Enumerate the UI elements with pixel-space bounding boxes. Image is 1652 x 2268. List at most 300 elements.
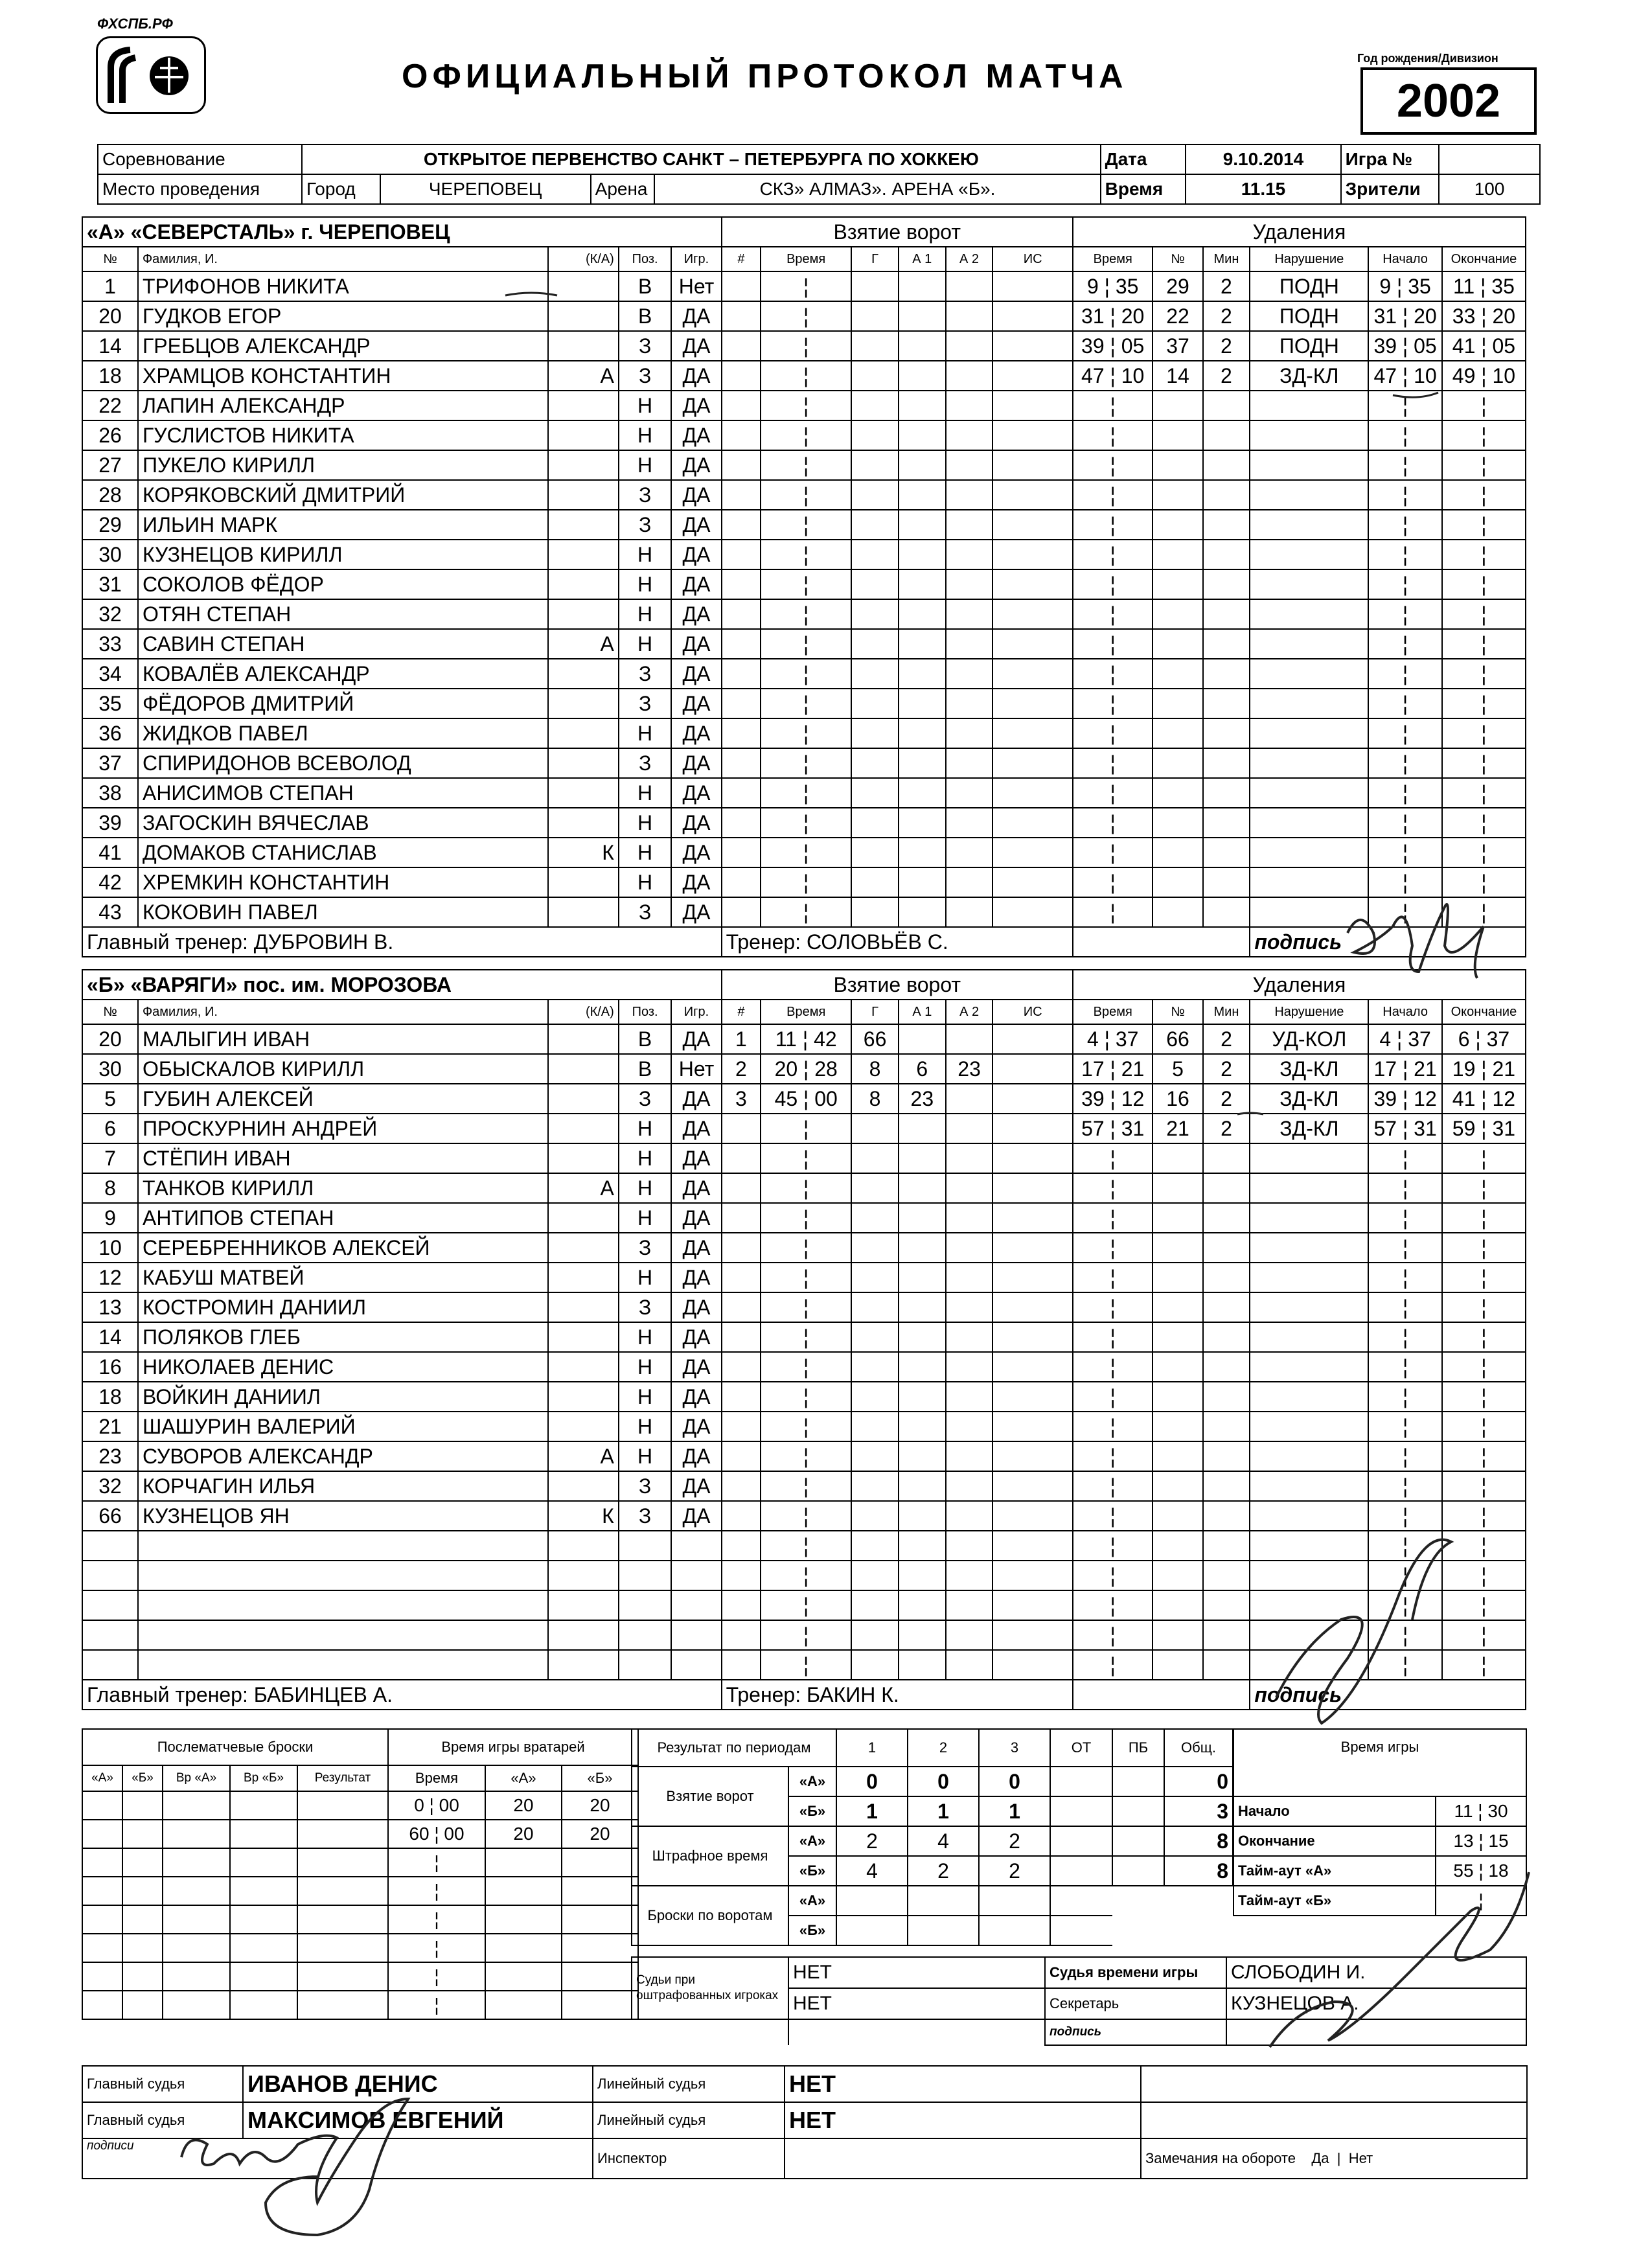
penalty-player: 29 [1153, 271, 1202, 301]
player-position: Н [619, 1114, 672, 1143]
player-number: 18 [82, 361, 138, 391]
team_b-goal-col-time: Время [761, 1000, 851, 1024]
player-position: Н [619, 629, 672, 659]
player-played: ДА [671, 1233, 721, 1263]
referee-2-value: МАКСИМОВ ЕВГЕНИЙ [243, 2102, 593, 2138]
pim-team-b-label: «Б» [788, 1856, 836, 1886]
penalty-end: 59 ¦ 31 [1442, 1114, 1526, 1143]
team_b-goals-title: Взятие ворот [722, 970, 1073, 1000]
team_a-goal-col-a2: А 2 [946, 247, 993, 271]
pim-b-total: 8 [1164, 1856, 1233, 1886]
penalty-end: 41 ¦ 05 [1442, 331, 1526, 361]
inspector-label: Инспектор [593, 2138, 785, 2179]
linesman-2-value: НЕТ [785, 2102, 1141, 2138]
player-position: З [619, 748, 672, 778]
penalty-violation: ПОДН [1250, 271, 1368, 301]
date-value: 9.10.2014 [1186, 144, 1340, 174]
goal-time: 45 ¦ 00 [761, 1084, 851, 1114]
goals-team-a-label: «А» [788, 1767, 836, 1796]
player-number: 8 [82, 1173, 138, 1203]
player-number: 20 [82, 1024, 138, 1054]
goals-b-p1: 1 [836, 1796, 908, 1826]
penalty-start: 9 ¦ 35 [1368, 271, 1442, 301]
player-number: 22 [82, 391, 138, 420]
game-time-title: Время игры [1233, 1729, 1526, 1796]
penalty-start: 39 ¦ 12 [1368, 1084, 1442, 1114]
team_a-row: 38 АНИСИМОВ СТЕПАН Н ДА ¦ ¦ ¦ ¦ [82, 778, 1526, 808]
remarks-cell: Замечания на обороте Да | Нет [1141, 2138, 1527, 2179]
player-played: ДА [671, 808, 721, 838]
player-number: 39 [82, 808, 138, 838]
player-name: АНТИПОВ СТЕПАН [138, 1203, 548, 1233]
player-number: 43 [82, 897, 138, 927]
team_a-pen-col-num: № [1153, 247, 1202, 271]
player-played: ДА [671, 1203, 721, 1233]
timeout-b-value: ¦ [1436, 1886, 1526, 1916]
player-role: К [548, 1501, 619, 1531]
goals-team-b-label: «Б» [788, 1796, 836, 1826]
team_a-pen-col-time: Время [1073, 247, 1153, 271]
team_b-sign-label: подпись [1250, 1680, 1526, 1710]
linesman-1-label: Линейный судья [593, 2066, 785, 2102]
player-number: 7 [82, 1143, 138, 1173]
player-name: НИКОЛАЕВ ДЕНИС [138, 1352, 548, 1382]
team_b-goal-col-n: # [722, 1000, 761, 1024]
team_b-row: 16 НИКОЛАЕВ ДЕНИС Н ДА ¦ ¦ ¦ ¦ [82, 1352, 1526, 1382]
secretary-value: КУЗНЕЦОВ А. [1226, 1988, 1526, 2019]
penalty-start: 31 ¦ 20 [1368, 301, 1442, 331]
player-number: 41 [82, 838, 138, 867]
player-role: А [548, 361, 619, 391]
goal-scorer: 8 [851, 1084, 899, 1114]
goalie-a-2: 20 [485, 1820, 562, 1848]
team_a-row: 14 ГРЕБЦОВ АЛЕКСАНДР З ДА ¦ 39 ¦ 05 37 2 ПОДН 39 ¦ 05 41 ¦ 05 [82, 331, 1526, 361]
player-played: ДА [671, 510, 721, 540]
goalie-b-1: 20 [562, 1791, 638, 1820]
player-position: Н [619, 1412, 672, 1441]
player-played: ДА [671, 659, 721, 689]
player-played: ДА [671, 361, 721, 391]
penalty-end: 33 ¦ 20 [1442, 301, 1526, 331]
player-played: ДА [671, 480, 721, 510]
player-played: ДА [671, 1441, 721, 1471]
penalty-end: 11 ¦ 35 [1442, 271, 1526, 301]
team_a-head-coach: Главный тренер: ДУБРОВИН В. [82, 927, 722, 957]
team_b-row: 13 КОСТРОМИН ДАНИИЛ З ДА ¦ ¦ ¦ ¦ [82, 1292, 1526, 1322]
player-position: З [619, 480, 672, 510]
player-name: СПИРИДОНОВ ВСЕВОЛОД [138, 748, 548, 778]
player-played: ДА [671, 1263, 721, 1292]
player-played: ДА [671, 689, 721, 718]
period-col-total: Общ. [1164, 1729, 1233, 1767]
goals-row-label: Взятие ворот [632, 1767, 788, 1826]
penalty-player: 5 [1153, 1054, 1202, 1084]
team_b-title: «Б» «ВАРЯГИ» пос. им. МОРОЗОВА [82, 970, 722, 1000]
penalty-time: 57 ¦ 31 [1073, 1114, 1153, 1143]
place-label: Место проведения [98, 174, 302, 204]
goals-a-total: 0 [1164, 1767, 1233, 1796]
player-played: ДА [671, 897, 721, 927]
team_a-goal-col-is: ИС [992, 247, 1073, 271]
team_a-row: 34 КОВАЛЁВ АЛЕКСАНДР З ДА ¦ ¦ ¦ ¦ [82, 659, 1526, 689]
player-name: САВИН СТЕПАН [138, 629, 548, 659]
team_b-pen-col-num: № [1153, 1000, 1202, 1024]
player-played: ДА [671, 391, 721, 420]
player-played: ДА [671, 1501, 721, 1531]
player-number: 66 [82, 1501, 138, 1531]
goalie-time-1: 0 ¦ 00 [388, 1791, 485, 1820]
player-number: 14 [82, 331, 138, 361]
player-position: З [619, 1471, 672, 1501]
team_a-coach: Тренер: СОЛОВЬЁВ С. [722, 927, 1073, 957]
period-col-3: 3 [979, 1729, 1050, 1767]
pim-a-p3: 2 [979, 1826, 1050, 1856]
player-number: 13 [82, 1292, 138, 1322]
player-position: Н [619, 718, 672, 748]
player-name: ХРЕМКИН КОНСТАНТИН [138, 867, 548, 897]
penalty-violation: ЗД-КЛ [1250, 1084, 1368, 1114]
team_a-row: 28 КОРЯКОВСКИЙ ДМИТРИЙ З ДА ¦ ¦ ¦ ¦ [82, 480, 1526, 510]
penalty-player: 66 [1153, 1024, 1202, 1054]
start-time-value: 11.15 [1186, 174, 1340, 204]
goal-assist-1: 23 [899, 1084, 946, 1114]
team_b-goal-col-is: ИС [992, 1000, 1073, 1024]
player-name: ОТЯН СТЕПАН [138, 599, 548, 629]
player-position: Н [619, 867, 672, 897]
player-played: Нет [671, 1054, 721, 1084]
pim-row-label: Штрафное время [632, 1826, 788, 1886]
player-name: КАБУШ МАТВЕЙ [138, 1263, 548, 1292]
division-label: Год рождения/Дивизион [1357, 52, 1498, 65]
player-position: З [619, 1292, 672, 1322]
page-title: ОФИЦИАЛЬНЫЙ ПРОТОКОЛ МАТЧА [402, 58, 1128, 95]
player-name: ИЛЬИН МАРК [138, 510, 548, 540]
team_b-row: ¦ ¦ ¦ ¦ [82, 1650, 1526, 1680]
site-label: ФХСПБ.РФ [97, 16, 173, 32]
penalty-minutes: 2 [1203, 1054, 1250, 1084]
goal-number: 3 [722, 1084, 761, 1114]
goals-a-p3: 0 [979, 1767, 1050, 1796]
player-played: ДА [671, 1412, 721, 1441]
shootout-goalie-table: Послематчевые броски Время игры вратарей «А» «Б» Вр «А» Вр «Б» Результат Время «А» «Б» 0 ¦ 00 20 20 60 ¦ 00 20 20 ¦ ¦ ¦ ¦ ¦ ¦ [82, 1728, 639, 2020]
player-position: Н [619, 778, 672, 808]
shots-team-a-label: «А» [788, 1886, 836, 1916]
player-number: 14 [82, 1322, 138, 1352]
shootout-col-time-a: Вр «А» [163, 1765, 230, 1791]
team_b-col-ka: (К/А) [548, 1000, 619, 1024]
player-name: ФЁДОРОВ ДМИТРИЙ [138, 689, 548, 718]
player-played: ДА [671, 718, 721, 748]
player-position: В [619, 301, 672, 331]
team_b-row: 14 ПОЛЯКОВ ГЛЕБ Н ДА ¦ ¦ ¦ ¦ [82, 1322, 1526, 1352]
team_a-row: 33 САВИН СТЕПАН А Н ДА ¦ ¦ ¦ ¦ [82, 629, 1526, 659]
team_b-coach: Тренер: БАКИН К. [722, 1680, 1073, 1710]
team_b-col-pos: Поз. [619, 1000, 672, 1024]
penalty-time: 39 ¦ 12 [1073, 1084, 1153, 1114]
pim-b-p1: 4 [836, 1856, 908, 1886]
goal-scorer: 8 [851, 1054, 899, 1084]
player-number: 20 [82, 301, 138, 331]
team_b-goal-col-a2: А 2 [946, 1000, 993, 1024]
penalty-start: 17 ¦ 21 [1368, 1054, 1442, 1084]
player-position: Н [619, 1441, 672, 1471]
player-played: ДА [671, 1143, 721, 1173]
penalty-violation: ЗД-КЛ [1250, 1054, 1368, 1084]
player-position: З [619, 897, 672, 927]
team_b-row: 21 ШАШУРИН ВАЛЕРИЙ Н ДА ¦ ¦ ¦ ¦ [82, 1412, 1526, 1441]
goalie-time-title: Время игры вратарей [388, 1729, 638, 1765]
player-number: 33 [82, 629, 138, 659]
player-played: ДА [671, 1292, 721, 1322]
team_a-row: 20 ГУДКОВ ЕГОР В ДА ¦ 31 ¦ 20 22 2 ПОДН 31 ¦ 20 33 ¦ 20 [82, 301, 1526, 331]
penalty-start: 57 ¦ 31 [1368, 1114, 1442, 1143]
player-number: 10 [82, 1233, 138, 1263]
shots-team-b-label: «Б» [788, 1916, 836, 1945]
player-number: 12 [82, 1263, 138, 1292]
player-name: ТРИФОНОВ НИКИТА [138, 271, 548, 301]
player-played: ДА [671, 778, 721, 808]
goal-scorer: 66 [851, 1024, 899, 1054]
penalty-minutes: 2 [1203, 361, 1250, 391]
team_b-row: 18 ВОЙКИН ДАНИИЛ Н ДА ¦ ¦ ¦ ¦ [82, 1382, 1526, 1412]
period-col-2: 2 [908, 1729, 979, 1767]
date-label: Дата [1101, 144, 1186, 174]
player-position: З [619, 659, 672, 689]
player-number: 1 [82, 271, 138, 301]
player-name: ПУКЕЛО КИРИЛЛ [138, 450, 548, 480]
team_a-goal-col-n: # [722, 247, 761, 271]
team_a-pen-col-end: Окончание [1442, 247, 1526, 271]
player-name: СТЁПИН ИВАН [138, 1143, 548, 1173]
pim-b-p3: 2 [979, 1856, 1050, 1886]
arena-value: СКЗ» АЛМАЗ». АРЕНА «Б». [654, 174, 1100, 204]
team_a-row: 37 СПИРИДОНОВ ВСЕВОЛОД З ДА ¦ ¦ ¦ ¦ [82, 748, 1526, 778]
penalty-minutes: 2 [1203, 1024, 1250, 1054]
player-played: ДА [671, 1382, 721, 1412]
player-number: 18 [82, 1382, 138, 1412]
player-number: 31 [82, 569, 138, 599]
game-end-value: 13 ¦ 15 [1436, 1826, 1526, 1856]
player-role: А [548, 1441, 619, 1471]
player-position: Н [619, 1322, 672, 1352]
player-name: ХРАМЦОВ КОНСТАНТИН [138, 361, 548, 391]
team_a-row: 18 ХРАМЦОВ КОНСТАНТИН А З ДА ¦ 47 ¦ 10 14 2 ЗД-КЛ 47 ¦ 10 49 ¦ 10 [82, 361, 1526, 391]
player-position: Н [619, 391, 672, 420]
game-start-label: Начало [1233, 1796, 1436, 1826]
team_b-row: 23 СУВОРОВ АЛЕКСАНДР А Н ДА ¦ ¦ ¦ ¦ [82, 1441, 1526, 1471]
player-played: ДА [671, 420, 721, 450]
penalty-player: 16 [1153, 1084, 1202, 1114]
timeout-a-label: Тайм-аут «А» [1233, 1856, 1436, 1886]
team_b-penalties-title: Удаления [1073, 970, 1526, 1000]
player-position: Н [619, 569, 672, 599]
spectators-value: 100 [1439, 174, 1540, 204]
player-played: ДА [671, 748, 721, 778]
team_b-pen-col-time: Время [1073, 1000, 1153, 1024]
team_b-row: 6 ПРОСКУРНИН АНДРЕЙ Н ДА ¦ 57 ¦ 31 21 2 ЗД-КЛ 57 ¦ 31 59 ¦ 31 [82, 1114, 1526, 1143]
player-name: ШАШУРИН ВАЛЕРИЙ [138, 1412, 548, 1441]
player-name: КУЗНЕЦОВ КИРИЛЛ [138, 540, 548, 569]
player-number: 29 [82, 510, 138, 540]
player-role: К [548, 838, 619, 867]
player-position: З [619, 1084, 672, 1114]
player-position: Н [619, 1173, 672, 1203]
player-played: ДА [671, 1173, 721, 1203]
team_b-row: 9 АНТИПОВ СТЕПАН Н ДА ¦ ¦ ¦ ¦ [82, 1203, 1526, 1233]
player-position: Н [619, 1382, 672, 1412]
player-position: З [619, 1501, 672, 1531]
player-played: ДА [671, 629, 721, 659]
team_a-row: 41 ДОМАКОВ СТАНИСЛАВ К Н ДА ¦ ¦ ¦ ¦ [82, 838, 1526, 867]
penalty-player: 37 [1153, 331, 1202, 361]
player-name: КОРЧАГИН ИЛЬЯ [138, 1471, 548, 1501]
shootout-col-time-b: Вр «Б» [230, 1765, 297, 1791]
team_a-row: 36 ЖИДКОВ ПАВЕЛ Н ДА ¦ ¦ ¦ ¦ [82, 718, 1526, 748]
player-name: ПРОСКУРНИН АНДРЕЙ [138, 1114, 548, 1143]
signatures-label: подписи [82, 2138, 593, 2179]
player-name: КУЗНЕЦОВ ЯН [138, 1501, 548, 1531]
goal-number: 2 [722, 1054, 761, 1084]
secretary-label: Секретарь [1045, 1988, 1226, 2019]
division-value: 2002 [1360, 67, 1537, 135]
player-name: СУВОРОВ АЛЕКСАНДР [138, 1441, 548, 1471]
player-position: Н [619, 808, 672, 838]
goals-b-p2: 1 [908, 1796, 979, 1826]
penalty-end: 41 ¦ 12 [1442, 1084, 1526, 1114]
spectators-label: Зрители [1341, 174, 1439, 204]
team_b-pen-col-end: Окончание [1442, 1000, 1526, 1024]
player-number: 30 [82, 1054, 138, 1084]
player-name: КОСТРОМИН ДАНИИЛ [138, 1292, 548, 1322]
goals-a-p1: 0 [836, 1767, 908, 1796]
player-number: 42 [82, 867, 138, 897]
penalty-end: 6 ¦ 37 [1442, 1024, 1526, 1054]
player-number: 37 [82, 748, 138, 778]
pim-b-p2: 2 [908, 1856, 979, 1886]
timeout-a-value: 55 ¦ 18 [1436, 1856, 1526, 1886]
penalty-time: 47 ¦ 10 [1073, 361, 1153, 391]
player-number: 34 [82, 659, 138, 689]
team_a-penalties-title: Удаления [1073, 217, 1526, 247]
team_a-title: «А» «СЕВЕРСТАЛЬ» г. ЧЕРЕПОВЕЦ [82, 217, 722, 247]
player-number: 6 [82, 1114, 138, 1143]
remarks-no: Нет [1348, 2150, 1373, 2166]
penalty-start: 47 ¦ 10 [1368, 361, 1442, 391]
pim-team-a-label: «А» [788, 1826, 836, 1856]
penalty-end: 49 ¦ 10 [1442, 361, 1526, 391]
team_b-pen-col-violation: Нарушение [1250, 1000, 1368, 1024]
player-name: ВОЙКИН ДАНИИЛ [138, 1382, 548, 1412]
penalty-violation: ПОДН [1250, 331, 1368, 361]
penalty-judges-label: Судьи при оштрафованных игроках [632, 1957, 788, 2019]
player-position: З [619, 361, 672, 391]
player-position: Н [619, 1203, 672, 1233]
player-played: ДА [671, 301, 721, 331]
player-position: В [619, 1054, 672, 1084]
penalty-time: 17 ¦ 21 [1073, 1054, 1153, 1084]
goal-assist-2: 23 [946, 1054, 993, 1084]
player-name: ГУБИН АЛЕКСЕЙ [138, 1084, 548, 1114]
player-played: ДА [671, 1084, 721, 1114]
penalty-violation: ЗД-КЛ [1250, 1114, 1368, 1143]
start-time-label: Время [1101, 174, 1186, 204]
goalie-time-2: 60 ¦ 00 [388, 1820, 485, 1848]
team_b-pen-col-min: Мин [1203, 1000, 1250, 1024]
team_a-goal-col-a1: А 1 [899, 247, 946, 271]
team_a-col-ka: (К/А) [548, 247, 619, 271]
team_b-row: 7 СТЁПИН ИВАН Н ДА ¦ ¦ ¦ ¦ [82, 1143, 1526, 1173]
team_b-row: ¦ ¦ ¦ ¦ [82, 1590, 1526, 1620]
period-col-1: 1 [836, 1729, 908, 1767]
goal-assist-1: 6 [899, 1054, 946, 1084]
referee-2-label: Главный судья [82, 2102, 243, 2138]
player-played: ДА [671, 1352, 721, 1382]
player-played: ДА [671, 450, 721, 480]
team_b-row: 10 СЕРЕБРЕННИКОВ АЛЕКСЕЙ З ДА ¦ ¦ ¦ ¦ [82, 1233, 1526, 1263]
player-position: Н [619, 1143, 672, 1173]
shots-row-label: Броски по воротам [632, 1886, 788, 1945]
timeout-b-label: Тайм-аут «Б» [1233, 1886, 1436, 1916]
linesman-1-value: НЕТ [785, 2066, 1141, 2102]
penalty-player: 14 [1153, 361, 1202, 391]
referee-1-label: Главный судья [82, 2066, 243, 2102]
player-number: 28 [82, 480, 138, 510]
player-played: ДА [671, 867, 721, 897]
player-role: А [548, 629, 619, 659]
penalty-minutes: 2 [1203, 1114, 1250, 1143]
city-label: Город [302, 174, 380, 204]
penalty-time: 31 ¦ 20 [1073, 301, 1153, 331]
goalie-a-1: 20 [485, 1791, 562, 1820]
team_b-row: ¦ ¦ ¦ ¦ [82, 1531, 1526, 1561]
competition-label: Соревнование [98, 144, 302, 174]
referee-1-value: ИВАНОВ ДЕНИС [243, 2066, 593, 2102]
timekeeper-value: СЛОБОДИН И. [1226, 1957, 1526, 1988]
penalty-judge-2: НЕТ [788, 1988, 1045, 2019]
shootout-col-result: Результат [297, 1765, 388, 1791]
pim-a-p1: 2 [836, 1826, 908, 1856]
team_a-pen-col-start: Начало [1368, 247, 1442, 271]
penalty-start: 4 ¦ 37 [1368, 1024, 1442, 1054]
officials-sign-label: подпись [1045, 2019, 1226, 2045]
player-number: 5 [82, 1084, 138, 1114]
team_b-row: 8 ТАНКОВ КИРИЛЛ А Н ДА ¦ ¦ ¦ ¦ [82, 1173, 1526, 1203]
team_b-row: 66 КУЗНЕЦОВ ЯН К З ДА ¦ ¦ ¦ ¦ [82, 1501, 1526, 1531]
team_a-row: 27 ПУКЕЛО КИРИЛЛ Н ДА ¦ ¦ ¦ ¦ [82, 450, 1526, 480]
penalty-minutes: 2 [1203, 271, 1250, 301]
player-number: 16 [82, 1352, 138, 1382]
player-name: ЛАПИН АЛЕКСАНДР [138, 391, 548, 420]
player-position: Н [619, 450, 672, 480]
player-played: ДА [671, 1024, 721, 1054]
team_a-row: 30 КУЗНЕЦОВ КИРИЛЛ Н ДА ¦ ¦ ¦ ¦ [82, 540, 1526, 569]
penalty-minutes: 2 [1203, 301, 1250, 331]
player-name: ПОЛЯКОВ ГЛЕБ [138, 1322, 548, 1352]
team_b-row: ¦ ¦ ¦ ¦ [82, 1620, 1526, 1650]
penalty-time: 4 ¦ 37 [1073, 1024, 1153, 1054]
team_b-goal-col-g: Г [851, 1000, 899, 1024]
player-name: ЖИДКОВ ПАВЕЛ [138, 718, 548, 748]
player-played: ДА [671, 331, 721, 361]
team_b-goal-col-a1: А 1 [899, 1000, 946, 1024]
player-name: СЕРЕБРЕННИКОВ АЛЕКСЕЙ [138, 1233, 548, 1263]
player-name: ДОМАКОВ СТАНИСЛАВ [138, 838, 548, 867]
player-name: ГУДКОВ ЕГОР [138, 301, 548, 331]
pim-a-p2: 4 [908, 1826, 979, 1856]
player-played: ДА [671, 1114, 721, 1143]
goals-a-p2: 0 [908, 1767, 979, 1796]
player-position: З [619, 510, 672, 540]
